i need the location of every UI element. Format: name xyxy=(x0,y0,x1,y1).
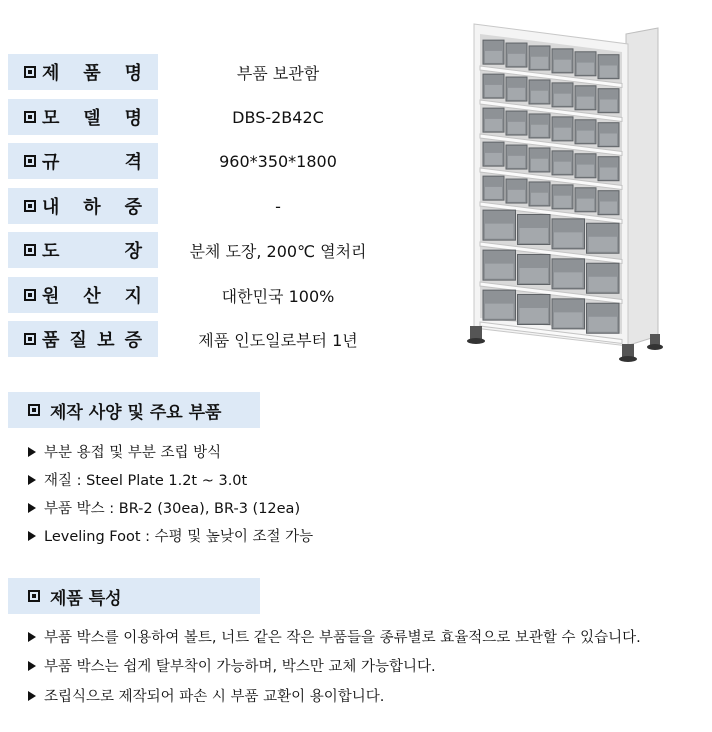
spec-row-model xyxy=(8,99,368,135)
list-item: Leveling Foot : 수평 및 높낮이 조절 가능 xyxy=(28,525,313,546)
spec-label: 제 품 명 xyxy=(42,63,142,84)
bin-front xyxy=(508,54,525,66)
bin-front xyxy=(589,277,618,292)
list-item: 부품 박스는 쉽게 탈부착이 가능하며, 박스만 교체 가능합니다. xyxy=(28,655,436,676)
triangle-bullet-icon xyxy=(28,632,36,642)
bin-front xyxy=(600,134,617,146)
bin-front xyxy=(485,85,502,97)
bin-front xyxy=(531,125,548,137)
triangle-bullet-icon xyxy=(28,531,36,541)
spec-value: 분체 도장, 200℃ 열처리 xyxy=(189,241,367,261)
bin-front xyxy=(485,187,502,199)
spec-row-warranty xyxy=(8,321,368,357)
bin-front xyxy=(600,100,617,112)
list-item: 재질 : Steel Plate 1.2t ~ 3.0t xyxy=(28,469,247,490)
list-item: 부품 박스 : BR-2 (30ea), BR-3 (12ea) xyxy=(28,497,300,518)
square-bullet-icon xyxy=(24,155,36,167)
bin-front xyxy=(554,312,583,327)
triangle-bullet-icon xyxy=(28,691,36,701)
bin-front xyxy=(577,97,594,109)
spec-row-size xyxy=(8,143,368,179)
bin-front xyxy=(589,237,618,252)
square-bullet-icon xyxy=(24,244,36,256)
spec-row-origin xyxy=(8,277,368,313)
bin-front xyxy=(485,51,502,63)
bin-front xyxy=(520,308,549,323)
bin-front xyxy=(577,165,594,177)
square-bullet-icon xyxy=(24,333,36,345)
bin-front xyxy=(485,304,514,319)
bin-front xyxy=(577,199,594,211)
spec-value: 960*350*1800 xyxy=(219,151,337,171)
spec-value: 제품 인도일로부터 1년 xyxy=(198,330,358,350)
spec-value: 부품 보관함 xyxy=(236,63,320,83)
spec-label: 품 질 보 증 xyxy=(42,330,142,351)
square-bullet-icon xyxy=(28,404,40,416)
bin-front xyxy=(600,66,617,78)
spec-value: DBS-2B42C xyxy=(232,107,324,127)
bin-front xyxy=(520,268,549,283)
bin-front xyxy=(600,202,617,214)
bin-front xyxy=(531,57,548,69)
bin-front xyxy=(485,224,514,239)
bin-front xyxy=(554,232,583,247)
bin-front xyxy=(508,190,525,202)
bin-front xyxy=(554,128,571,140)
bin-front xyxy=(600,168,617,180)
spec-row-coating xyxy=(8,232,368,268)
triangle-bullet-icon xyxy=(28,503,36,513)
list-item: 조립식으로 제작되어 파손 시 부품 교환이 용이합니다. xyxy=(28,685,384,706)
bin-front xyxy=(520,228,549,243)
spec-row-product-name xyxy=(8,54,368,90)
spec-value: 대한민국 100% xyxy=(221,286,335,306)
square-bullet-icon xyxy=(28,590,40,602)
spec-label: 내 하 중 xyxy=(42,197,142,218)
bin-front xyxy=(531,159,548,171)
bin-front xyxy=(554,272,583,287)
square-bullet-icon xyxy=(24,289,36,301)
cabinet-illustration xyxy=(406,16,712,378)
spec-label: 규 격 xyxy=(42,152,142,173)
product-photo xyxy=(406,16,712,378)
bin-front xyxy=(554,94,571,106)
bin-front xyxy=(554,196,571,208)
bin-front xyxy=(508,156,525,168)
spec-value: - xyxy=(275,196,281,216)
bin-front xyxy=(589,317,618,332)
bin-front xyxy=(577,131,594,143)
section-header-features: 제품 특성 xyxy=(8,578,260,614)
list-item: 부분 용접 및 부분 조립 방식 xyxy=(28,441,221,462)
triangle-bullet-icon xyxy=(28,447,36,457)
bin-front xyxy=(554,60,571,72)
triangle-bullet-icon xyxy=(28,661,36,671)
bin-front xyxy=(485,119,502,131)
square-bullet-icon xyxy=(24,200,36,212)
bin-front xyxy=(531,193,548,205)
spec-label: 도 장 xyxy=(42,241,142,262)
spec-row-load xyxy=(8,188,368,224)
list-item: 부품 박스를 이용하여 볼트, 너트 같은 작은 부품들을 종류별로 효율적으로 보관할 수 있습니다. xyxy=(28,626,641,647)
bin-front xyxy=(508,122,525,134)
triangle-bullet-icon xyxy=(28,475,36,485)
spec-label: 원 산 지 xyxy=(42,286,142,307)
bin-front xyxy=(554,162,571,174)
section-header-make-spec: 제작 사양 및 주요 부품 xyxy=(8,392,260,428)
square-bullet-icon xyxy=(24,66,36,78)
bin-front xyxy=(508,88,525,100)
bin-front xyxy=(577,63,594,75)
bin-front xyxy=(485,153,502,165)
spec-label: 모 델 명 xyxy=(42,108,142,129)
square-bullet-icon xyxy=(24,111,36,123)
bin-front xyxy=(485,264,514,279)
bin-front xyxy=(531,91,548,103)
